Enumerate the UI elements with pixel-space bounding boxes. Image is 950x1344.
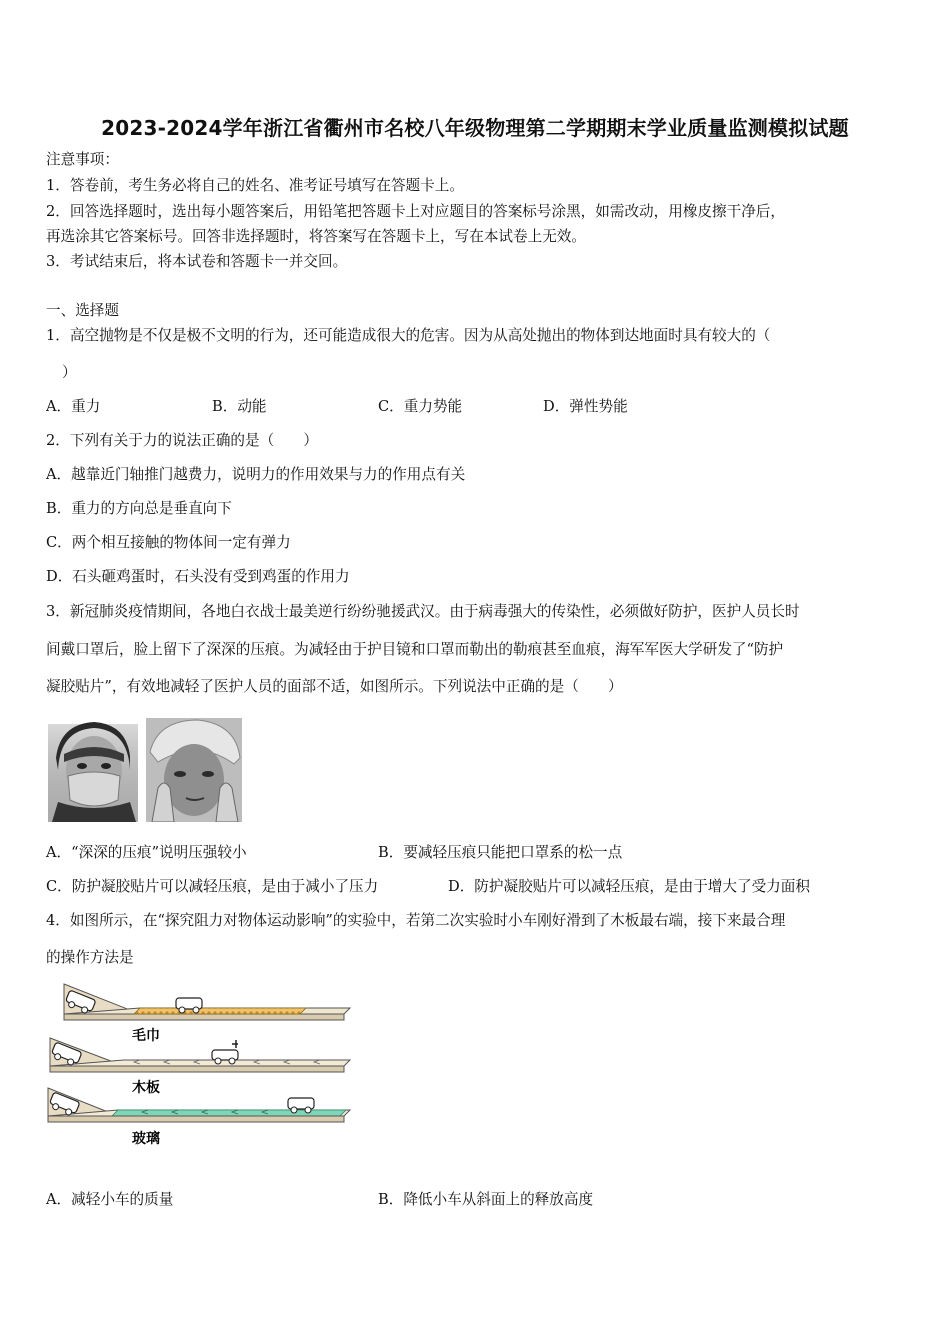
notice-item-2-cont: 再选涂其它答案标号。回答非选择题时，将答案写在答题卡上，写在本试卷上无效。 — [46, 228, 586, 245]
label-board: 木板 — [132, 1080, 160, 1096]
q4-option-b: B．降低小车从斜面上的释放高度 — [378, 1191, 594, 1208]
label-towel: 毛巾 — [132, 1028, 160, 1044]
q4-ramp-figure — [44, 980, 356, 1148]
notice-item-2: 2．回答选择题时，选出每小题答案后，用铅笔把答题卡上对应题目的答案标号涂黑，如需改动，用橡皮擦干净后， — [46, 203, 785, 220]
q1-stem-cont: ） — [62, 364, 77, 381]
q4-stem-1: 4．如图所示，在“探究阻力对物体运动影响”的实验中，若第二次实验时小车刚好滑到了木板最右端，接下来最合理 — [46, 912, 786, 929]
q4-option-a: A．减轻小车的质量 — [46, 1191, 174, 1208]
notice-heading: 注意事项： — [46, 151, 119, 168]
q1-option-a: A．重力 — [46, 398, 101, 415]
section-heading: 一、选择题 — [46, 302, 119, 319]
q3-option-b: B．要减轻压痕只能把口罩系的松一点 — [378, 844, 623, 861]
ramp-towel — [64, 984, 350, 1020]
notice-item-3: 3．考试结束后，将本试卷和答题卡一并交回。 — [46, 253, 348, 270]
q1-stem: 1．高空抛物是不仅是极不文明的行为，还可能造成很大的危害。因为从高处抛出的物体到达地面时具有较大的（ — [46, 327, 771, 344]
q2-option-a: A．越靠近门轴推门越费力，说明力的作用效果与力的作用点有关 — [46, 466, 466, 483]
notice-item-1: 1．答卷前，考生务必将自己的姓名、准考证号填写在答题卡上。 — [46, 177, 464, 194]
q1-option-b: B．动能 — [212, 398, 267, 415]
q3-option-c: C．防护凝胶贴片可以减轻压痕，是由于减小了压力 — [46, 878, 379, 895]
bandaged-nurse-photo — [146, 718, 242, 822]
exam-title: 2023-2024学年浙江省衢州市名校八年级物理第二学期期末学业质量监测模拟试题 — [101, 116, 849, 140]
q1-option-d: D．弹性势能 — [543, 398, 628, 415]
ramp-board — [50, 1038, 350, 1072]
q3-stem-1: 3．新冠肺炎疫情期间，各地白衣战士最美逆行纷纷驰援武汉。由于病毒强大的传染性，必须做好防护，医护人员长时 — [46, 603, 800, 620]
label-glass: 玻璃 — [132, 1131, 160, 1147]
q2-stem: 2．下列有关于力的说法正确的是（ ） — [46, 432, 318, 449]
q3-option-a: A．“深深的压痕”说明压强较小 — [46, 844, 247, 861]
q3-option-d: D．防护凝胶贴片可以减轻压痕，是由于增大了受力面积 — [448, 878, 810, 895]
q3-photo-figure — [48, 718, 244, 822]
q3-stem-2: 间戴口罩后，脸上留下了深深的压痕。为减轻由于护目镜和口罩而勒出的勒痕甚至血痕，海军军医大学研发了“防护 — [46, 641, 784, 658]
q2-option-d: D．石头砸鸡蛋时，石头没有受到鸡蛋的作用力 — [46, 568, 350, 585]
q2-option-c: C．两个相互接触的物体间一定有弹力 — [46, 534, 291, 551]
ramp-glass — [48, 1088, 350, 1122]
masked-nurse-photo — [48, 722, 138, 822]
q1-option-c: C．重力势能 — [378, 398, 463, 415]
q3-stem-3: 凝胶贴片”，有效地减轻了医护人员的面部不适，如图所示。下列说法中正确的是（ ） — [46, 678, 623, 695]
q2-option-b: B．重力的方向总是垂直向下 — [46, 500, 232, 517]
q4-stem-2: 的操作方法是 — [46, 949, 134, 966]
